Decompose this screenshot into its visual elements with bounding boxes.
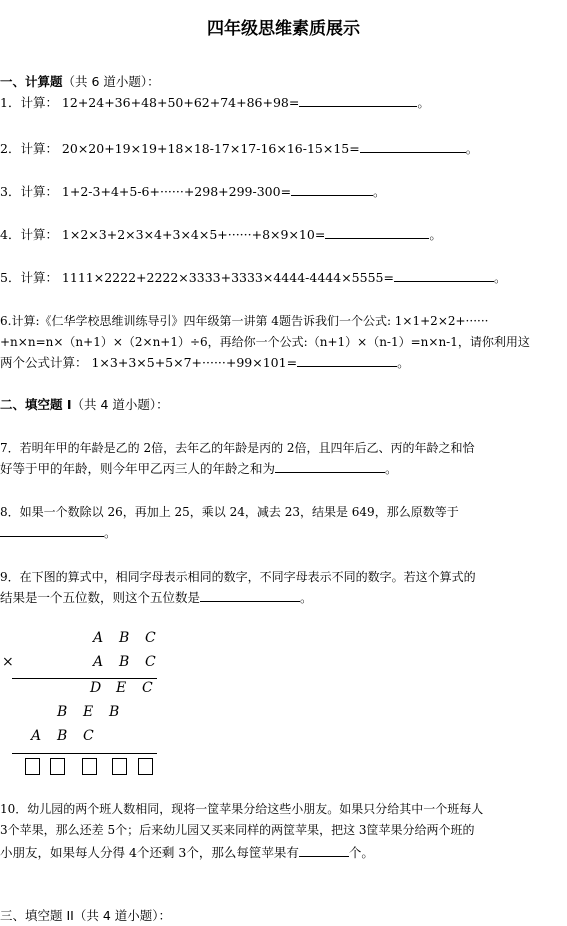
- question-3: [0, 182, 386, 202]
- question-1: [0, 93, 430, 113]
- answer-blank-6[interactable]: [297, 353, 397, 367]
- section-1-heading: [0, 72, 160, 92]
- multiply-sign: ×: [2, 654, 14, 670]
- question-10-line-1: 10．幼儿园的两个班人数相同，现将一筐苹果分给这些小朋友。如果只分给其中一个班每人: [0, 802, 484, 816]
- question-3-end: 。: [373, 184, 386, 199]
- question-7-line-1: 7．若明年甲的年龄是乙的 2倍，去年乙的年龄是丙的 2倍，且四年后乙、丙的年龄之和恰: [0, 441, 475, 455]
- question-7-end: 。: [385, 461, 398, 476]
- question-6-text: 两个公式计算： 1×3+3×5+5×7+······+99×101=: [0, 355, 298, 370]
- section-2-label: 二、填空题 I: [0, 397, 72, 412]
- question-10-text: 小朋友，如果每人分得 4个还剩 3个，那么每筐苹果有: [0, 845, 299, 860]
- question-10-line-2: 3个苹果，那么还差 5个；后来幼儿园又买来同样的两筐苹果，把这 3筐苹果分给两个班的: [0, 823, 475, 837]
- question-9-line-1: 9．在下图的算式中，相同字母表示相同的数字，不同字母表示不同的数字。若这个算式的: [0, 570, 476, 584]
- question-2: [0, 139, 478, 159]
- question-4-text: 4．计算： 1×2×3+2×3×4+3×4×5+······+8×9×10=: [0, 227, 326, 242]
- answer-blank-2[interactable]: [360, 139, 466, 153]
- answer-blank-1[interactable]: [299, 93, 417, 107]
- section-3-note: （共 4 道小题）：: [73, 908, 172, 923]
- question-3-text: 3．计算： 1+2-3+4+5-6+······+298+299-300=: [0, 184, 292, 199]
- puzzle-r2-b: B: [119, 654, 130, 670]
- puzzle-r3-c: C: [142, 680, 153, 696]
- page-title: 四年级思维素质展示: [207, 19, 360, 39]
- question-9-text: 结果是一个五位数，则这个五位数是: [0, 590, 201, 605]
- puzzle-r1-c: C: [145, 630, 156, 646]
- question-9-end: 。: [300, 590, 313, 605]
- question-7-line-2: [0, 459, 398, 479]
- puzzle-r2-a: A: [93, 654, 104, 670]
- puzzle-rule-2: [12, 753, 157, 754]
- answer-box-4[interactable]: [112, 758, 127, 775]
- question-5-text: 5．计算： 1111×2222+2222×3333+3333×4444-4444×5555=: [0, 270, 394, 285]
- section-3-heading: [0, 906, 171, 926]
- puzzle-r4-b2: B: [109, 704, 120, 720]
- answer-box-1[interactable]: [25, 758, 40, 775]
- section-2-note: （共 4 道小题）：: [71, 397, 169, 412]
- answer-blank-10[interactable]: [299, 843, 349, 857]
- question-8-end: 。: [104, 525, 117, 540]
- question-10-line-3: [0, 843, 374, 863]
- question-6-line-1: 6.计算:《仁华学校思维训练导引》四年级第一讲第 4题告诉我们一个公式: 1×1+2×2+······: [0, 314, 489, 328]
- answer-blank-5[interactable]: [394, 268, 494, 282]
- answer-blank-7[interactable]: [275, 459, 385, 473]
- answer-box-2[interactable]: [50, 758, 65, 775]
- answer-blank-3[interactable]: [291, 182, 373, 196]
- puzzle-r5-a: A: [31, 728, 42, 744]
- question-5-end: 。: [493, 270, 507, 285]
- answer-blank-9[interactable]: [200, 588, 300, 602]
- question-9-line-2: [0, 588, 313, 608]
- question-4: [0, 225, 442, 245]
- question-6-line-3: [0, 353, 410, 373]
- question-7-text: 好等于甲的年龄，则今年甲乙丙三人的年龄之和为: [0, 461, 276, 476]
- question-4-end: 。: [429, 227, 442, 242]
- question-6-end: 。: [397, 355, 410, 370]
- section-1-note: （共 6 道小题）：: [62, 74, 160, 89]
- question-6-line-2: +n×n=n×（n+1）×（2×n+1）÷6，再给你一个公式:（n+1）×（n-1）=n×n-1，请你利用这: [0, 335, 530, 349]
- question-8-line-2: [0, 523, 117, 543]
- section-3-label: 三、填空题 II: [0, 908, 74, 923]
- answer-blank-8[interactable]: [0, 523, 104, 537]
- puzzle-r5-b: B: [57, 728, 68, 744]
- answer-box-5[interactable]: [138, 758, 153, 775]
- puzzle-rule-1: [12, 678, 157, 679]
- puzzle-r5-c: C: [83, 728, 94, 744]
- question-2-text: 2．计算： 20×20+19×19+18×18-17×17-16×16-15×15=: [0, 141, 360, 156]
- puzzle-r3-d: D: [90, 680, 102, 696]
- answer-box-3[interactable]: [82, 758, 97, 775]
- question-1-end: 。: [417, 95, 430, 110]
- puzzle-r1-a: A: [93, 630, 104, 646]
- section-1-label: 一、计算题: [0, 74, 63, 89]
- question-1-text: 1．计算： 12+24+36+48+50+62+74+86+98=: [0, 95, 300, 110]
- question-10-end: 个。: [348, 845, 374, 860]
- puzzle-r2-c: C: [145, 654, 156, 670]
- puzzle-r4-b1: B: [57, 704, 68, 720]
- section-2-heading: [0, 395, 169, 415]
- puzzle-r4-e: E: [83, 704, 94, 720]
- question-8-line-1: 8．如果一个数除以 26，再加上 25，乘以 24，减去 23，结果是 649，那么原数等于: [0, 505, 459, 519]
- answer-blank-4[interactable]: [325, 225, 429, 239]
- puzzle-r1-b: B: [119, 630, 130, 646]
- puzzle-r3-e: E: [116, 680, 127, 696]
- question-5: [0, 268, 506, 288]
- question-2-end: 。: [465, 141, 479, 156]
